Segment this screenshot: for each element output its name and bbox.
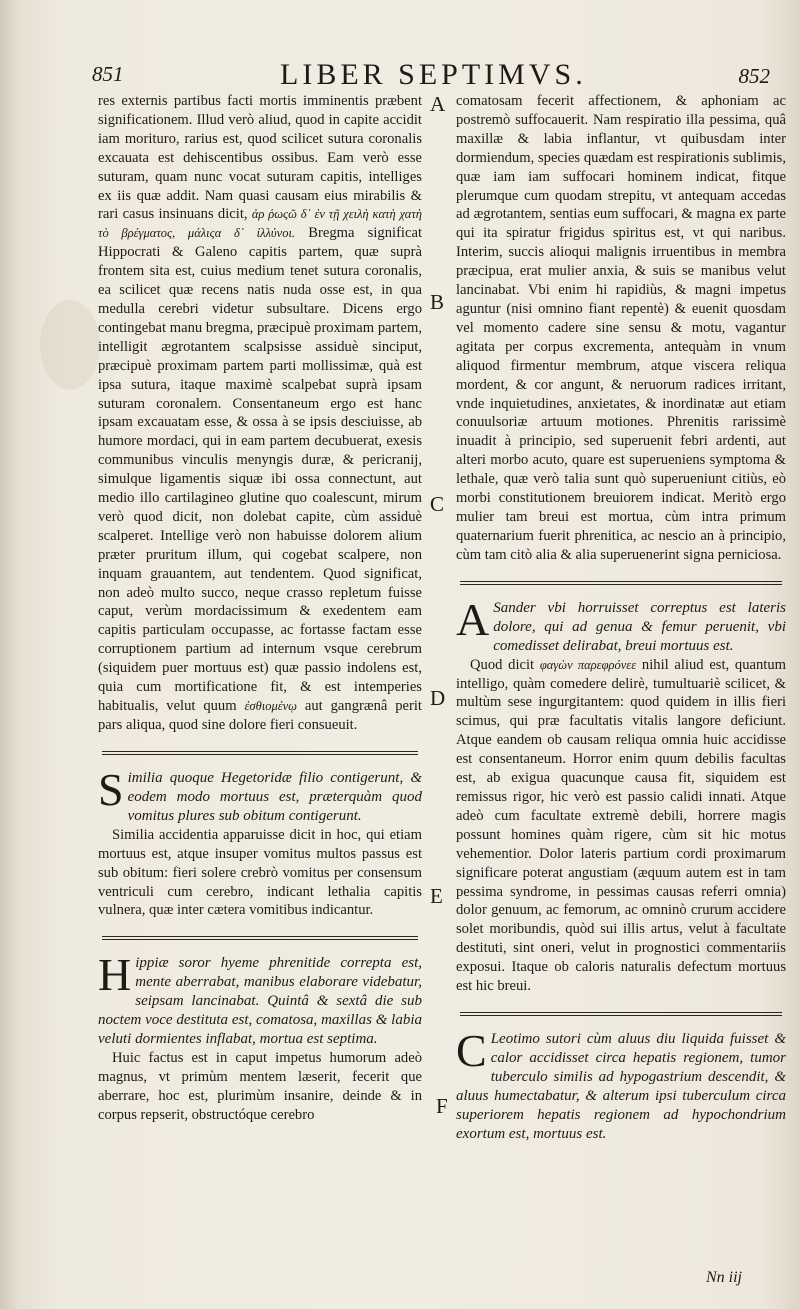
text-span: Sander vbi horruisset correptus est lateris dolore, qui ad genua & femur peruenit, vbi comedisset delirabat, breui mortuus est. — [493, 599, 786, 654]
case-text — [456, 1024, 786, 1144]
text-span: nihil aliud est, quantum intelligo, quàm comedere delirè, tumultuariè scilicet, & multùm sese ingurgitantem: quod quidem in illis fieri scimus, qui præ facultatis vitalis langore deficiunt. Atque eandem ob causam reliqua omnia huic accidisse est consentaneum. Horror enim quum debilis facultas est, ab exigua quacunque causa fit, siquidem est remissus rigor, hic verò est passio calidi innati. Atque adeò cum facultate extremè debili, horrere magis possunt homines quàm rigere, cùm sit hic motus vehementior. Dolor lateris partium cordi proximarum significare poterat angustiam (æquum autem est in tam pessima syndrome, in pessimas causas referri omnia) dolor genuum, ac femorum, ac omninò crurum accidere solet moribundis, quòd sui illis artus, velut à facultate destituti, sint oneri, velut in prognostici commentariis exposui. Itaque ob caloris naturalis defectum mortuus est hic breui. — [456, 656, 786, 995]
greek-quote: ἐσθιομένῳ — [244, 699, 298, 713]
commentary-text — [456, 656, 786, 996]
body-text — [98, 92, 422, 735]
drop-cap: C — [456, 1024, 487, 1076]
page-number-left: 851 — [92, 62, 124, 86]
body-text: comatosam fecerit affectionem, & aphoniam ac postremò suffocauerit. Nam respiratio illa pessima, quâ maxillæ & labia inflantur, vt quibusdam inter dormiendum, species quædam est respirationis sublimis, quæ iam iam suffocari hominem indicat, fitque plerumque cum quodam strepitu, vt antequam accedas ad ægrotantem, sentias eum suffocari, & magna ex parte qui ita spiratur frigidus spiritus est, vt qui naribus. Interim, succis alioqui malignis irruentibus in membra præcipua, erat mulier anxia, & suis se manibus velut lancinabat. Vbi enim hi rapidiùs, & magni impetus aguntur (nisi omnino fiant repentè) & euenit quosdam vel momento cadere sine sensu & motu, vagantur agitata per corpus excrementa, antequàm in vnum aliquod firmentur membrum, atque viscera reliqua mordent, & cor angunt, & neruorum radices irritant, vnde inquietudines, anxietates, & inordinatæ aut etiam conuulsoriæ artuum motiones. Phrenitis rarissimè inuadit à principio, sed superuenit febri ardenti, aut alteri morbo acuto, quare est superueniens symptoma & lethale, quæ verò talia sunt quò superueniunt citiùs, eò morbi constitutionem breuiorem indicat. Meritò ergo mulier tam breui est mortua, cùm intra primum quaternarium fuerit phrenitica, ac nescio an à principio, cùm tam citò alia & alia superuenerint signa perniciosa. — [456, 93, 786, 563]
signature-mark: Nn iij — [705, 1269, 742, 1286]
text-span: Quod dicit — [470, 656, 535, 673]
section-rule — [102, 936, 418, 940]
text-span: imilia quoque Hegetoridæ filio contigerunt, & eodem modo mortuus est, præterquàm quod vomitus plures sub obitum contigerunt. — [127, 769, 422, 824]
commentary-text: Huic factus est in caput impetus humorum adeò magnus, vt primùm mentem læserit, fecerit que aberrare, hoc est, plurimùm insanire, deinde & in corpus repserit, obstructóque cerebro — [98, 1050, 422, 1124]
paper-stain — [40, 300, 100, 390]
greek-quote: φαγὼν παρεφρόνεε — [539, 657, 637, 672]
text-span: Leotimo sutori cùm aluus diu liquida fuisset & calor accidisset circa hepatis regionem, tumor tuberculo similis ad hypogastrium descendit, & aluus humectabatur, & alterum ipsi tuberculum circa superiorem hepatis regionem ad hypochondrium exortum est, mortuus est. — [456, 1030, 786, 1142]
page-header — [0, 58, 800, 94]
section-rule — [460, 1012, 782, 1016]
drop-cap: S — [98, 763, 124, 815]
greek-quote: ἀρ ῥωςῶ δ᾽ ἐν τῇ χειλὴ κατὴ χατὴ τὸ βρέγματος, μάλιςα δ᾽ ἰλλύνοι. — [98, 207, 422, 241]
text-span: aut gangrænâ perit pars aliqua, quod sine dolore fieri consueuit. — [98, 698, 422, 733]
section-rule — [460, 581, 782, 585]
margin-letter-d: D — [430, 686, 446, 710]
drop-cap: A — [456, 593, 490, 645]
left-column — [98, 92, 422, 1125]
text-span: Bregma significat Hippocrati & Galeno capitis partem, quæ suprà frontem sita est, cuius medium tenet sutura coronalis, ea scilicet quæ recens natis nuda osse est, in qua medulla cerebri videtur subsultare. Dicens ergo contingebat manu bregma, præcipuè proximam partem, intelligit ægrotantem scalpsisse assiduè sinciput, præcipuè proximam partem parti mollissimæ, quà est ipsa sutura, itaque maximè scalpebat suprà ipsam suturam coronalem. Consentaneum ergo est hanc ipsam excauatam esse, & ossa à se ipsis desciuisse, ab humore mordaci, qui in eam partem decubuerat, exesis communibus vinculis menyngis duræ, & pericranij, simulque ligamentis siquæ ibi ossa connectunt, aut medio illo cartilagineo glutine quo coalescunt, mirum verò quod dicit, non dolebat capite, cùm assiduè scalperet. Intellige verò non habuisse dolorem alium præter pruritum illum, qui cogebat scalpere, non inquam grauantem, aut tendentem. Quod significat, non adeò multo succo, neque crasso repletum fuisse caput, verùm mordacissimum & exedentem eam capitis particulam occupasse, ac fortasse factam esse corruptionem partium ad internum vsque cerebrum (siquidem puer mortuus est) quæ passio indolens est, quia cum mortificatione fit, & est intemperies habitualis, velut quum — [98, 225, 422, 714]
commentary-text: Similia accidentia apparuisse dicit in hoc, qui etiam mortuus est, atque insuper vomitus multos passus est sub obitum: fieri solere crebrò vomitus per consensum ventriculi cum cerebro, indicant lethalia capitis vulnera, quæ inter cætera vomitibus indicantur. — [98, 826, 422, 919]
section-rule — [102, 751, 418, 755]
text-span: ippiæ soror hyeme phrenitide correpta est, mente aberrabat, manibus elaborare videbatur, seipsam lancinabat. Quintâ & sextâ die sub noctem voce destituta est, comatosa, maxillas & labia veluti dormientes inflabat, mortua est septima. — [98, 955, 422, 1048]
margin-letter-b: B — [430, 290, 445, 314]
right-column — [456, 92, 786, 1144]
case-text — [98, 949, 422, 1049]
margin-letter-e: E — [430, 884, 443, 908]
case-text — [98, 763, 422, 826]
running-title: LIBER SEPTIMVS. — [280, 58, 587, 91]
drop-cap: H — [98, 949, 132, 1001]
page-number-right: 852 — [738, 64, 770, 88]
text-span: res externis partibus facti mortis imminentis præbent significationem. Illud verò aliud, quod in capite accidit iam morituro, rarius est, quod scilicet sutura coronalis excauata est dehiscentibus ossibus. Eam verò esse suturam, quam nunc vocat suturam capitis, intelliges ex iis quæ addit. Nam quasi causam eius mirabilis & rari casus insinuans dicit, — [98, 93, 422, 223]
margin-letter-a: A — [430, 92, 446, 116]
margin-letter-f: F — [436, 1094, 448, 1118]
case-text — [456, 593, 786, 656]
margin-letter-c: C — [430, 492, 445, 516]
